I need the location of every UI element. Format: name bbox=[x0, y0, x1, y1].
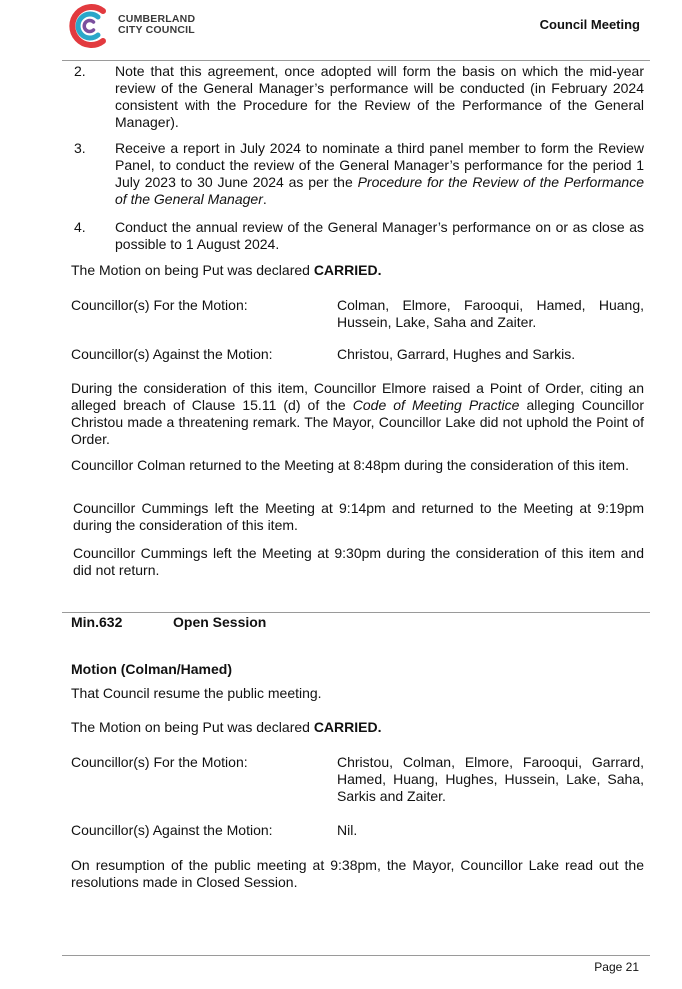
list-item bbox=[71, 140, 644, 208]
item-text: Note that this agreement, once adopted will form the basis on which the mid-year review of the General Manager’s performance will be conducted (in February 2024 consistent with the Procedure for the Review of the Performance of the General Manager). bbox=[115, 63, 644, 130]
item-text: Receive a report in July 2024 to nominate a third panel member to form the Review Panel, to conduct the review of the General Manager’s performance for the period 1 July 2023 to 30 June 2024 as per the Procedure for the Review of the Performance of the General Manager. bbox=[115, 140, 644, 207]
votes-for-names: Colman, Elmore, Farooqui, Hamed, Huang, Hussein, Lake, Saha and Zaiter. bbox=[337, 297, 644, 330]
votes-for-label: Councillor(s) For the Motion: bbox=[71, 297, 248, 313]
logo-line-2: CITY COUNCIL bbox=[118, 24, 195, 36]
paragraph-point-of-order: During the consideration of this item, Councillor Elmore raised a Point of Order, citing an alleged breach of Clause 15.11 (d) of the Code of Meeting Practice alleging Councillor Christou made a threatening remark. The Mayor, Councillor Lake did not uphold the Point of Order. bbox=[71, 380, 644, 447]
logo-text bbox=[118, 14, 195, 36]
footer-divider bbox=[62, 955, 650, 956]
item-text: Conduct the annual review of the General Manager’s performance on or as close as possible to 1 August 2024. bbox=[115, 219, 644, 252]
votes-for bbox=[71, 754, 644, 805]
votes-for bbox=[71, 297, 644, 331]
list-item bbox=[71, 219, 644, 253]
italic-reference: Procedure for the Review of the Performance of the General Manager bbox=[115, 174, 644, 207]
page-number: Page 21 bbox=[594, 960, 639, 974]
paragraph-cummings-left: Councillor Cummings left the Meeting at 9:30pm during the consideration of this item and did not return. bbox=[73, 545, 644, 578]
votes-against bbox=[71, 822, 644, 839]
votes-against-label: Councillor(s) Against the Motion: bbox=[71, 346, 273, 362]
page-header bbox=[0, 0, 682, 60]
carried-label: CARRIED. bbox=[313, 719, 382, 735]
carried-label: CARRIED. bbox=[313, 262, 382, 278]
votes-for-label: Councillor(s) For the Motion: bbox=[71, 754, 248, 770]
paragraph-colman-returned: Councillor Colman returned to the Meeting at 8:48pm during the consideration of this item. bbox=[71, 457, 629, 473]
votes-against bbox=[71, 346, 644, 363]
logo-line-1: CUMBERLAND bbox=[118, 13, 196, 25]
motion-text: That Council resume the public meeting. bbox=[71, 685, 322, 701]
cumberland-logo-icon bbox=[64, 0, 114, 52]
item-number: 2. bbox=[74, 63, 86, 79]
motion-result: The Motion on being Put was declared CARRIED. bbox=[71, 262, 382, 278]
minute-number: Min.632 bbox=[71, 614, 123, 630]
votes-against-label: Councillor(s) Against the Motion: bbox=[71, 822, 273, 838]
item-number: 4. bbox=[74, 219, 86, 235]
votes-against-names: Nil. bbox=[337, 822, 358, 838]
votes-against-names: Christou, Garrard, Hughes and Sarkis. bbox=[337, 346, 576, 362]
votes-for-names: Christou, Colman, Elmore, Farooqui, Garrard, Hamed, Huang, Hughes, Hussein, Lake, Saha, Sarkis and Zaiter. bbox=[337, 754, 644, 804]
paragraph-resumption: On resumption of the public meeting at 9:38pm, the Mayor, Councillor Lake read out the resolutions made in Closed Session. bbox=[71, 857, 644, 890]
italic-reference: Code of Meeting Practice bbox=[352, 397, 520, 413]
minute-divider bbox=[62, 612, 650, 613]
list-item bbox=[71, 63, 644, 131]
header-title: Council Meeting bbox=[539, 17, 640, 32]
motion-result: The Motion on being Put was declared CARRIED. bbox=[71, 719, 382, 735]
item-number: 3. bbox=[74, 140, 86, 156]
paragraph-cummings-left-returned: Councillor Cummings left the Meeting at 9:14pm and returned to the Meeting at 9:19pm during the consideration of this item. bbox=[73, 500, 644, 533]
motion-heading: Motion (Colman/Hamed) bbox=[71, 661, 232, 677]
header-divider bbox=[62, 60, 650, 61]
minute-title: Open Session bbox=[173, 614, 267, 630]
